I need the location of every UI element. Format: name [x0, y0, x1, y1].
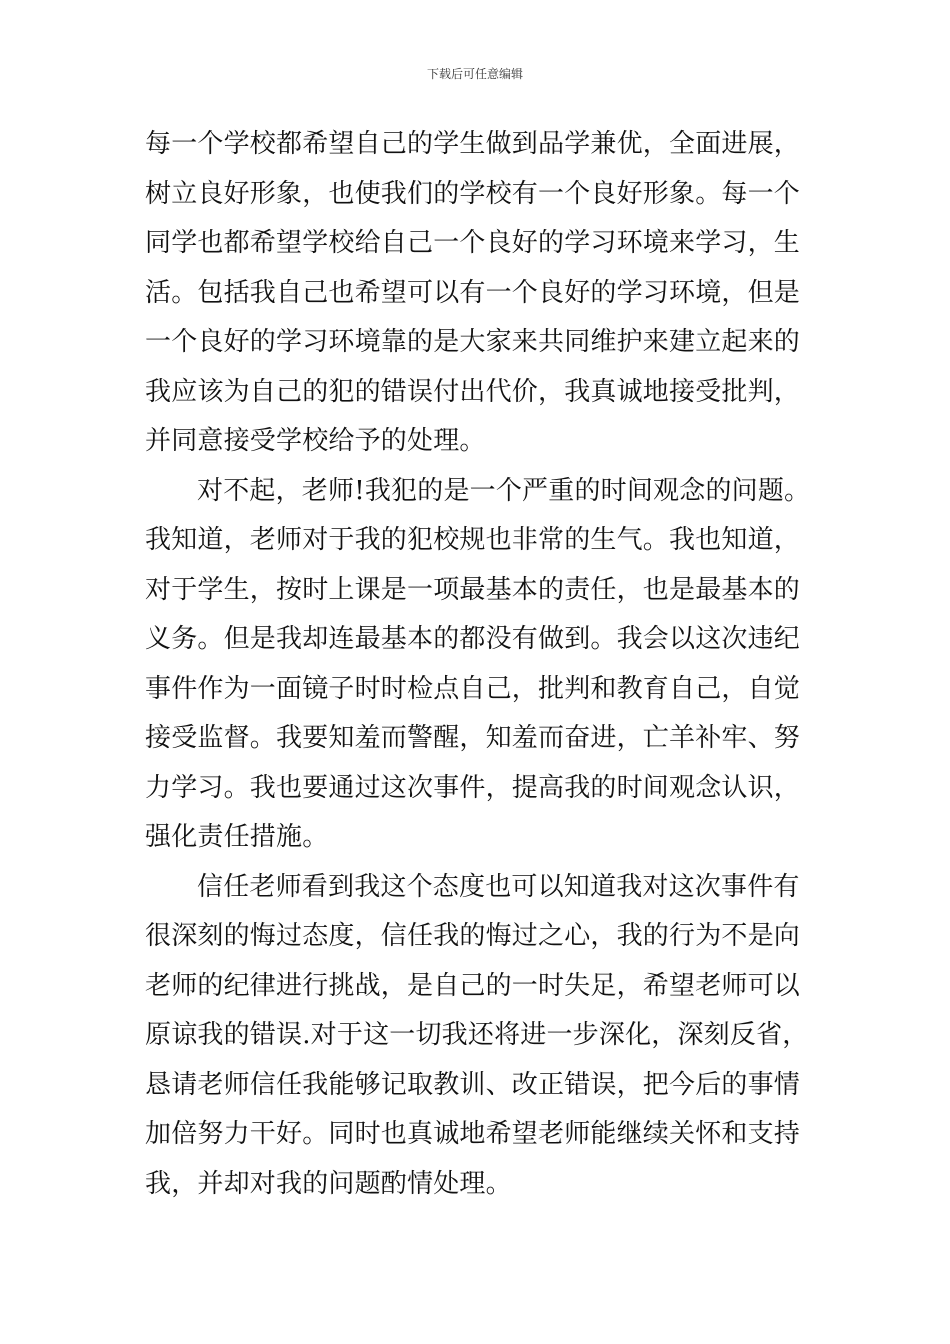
text-line: 一个良好的学习环境靠的是大家来共同维护来建立起来的 [145, 327, 801, 357]
paragraph-first-line: 对不起，老师!我犯的是一个严重的时间观念的问题。 [197, 475, 811, 506]
text-line: 老师的纪律进行挑战，是自己的一时失足，希望老师可以 [145, 970, 801, 1001]
text-line: 很深刻的悔过态度，信任我的悔过之心，我的行为不是向 [145, 921, 801, 951]
paragraph-first-line: 信任老师看到我这个态度也可以知道我对这次事件有 [197, 871, 800, 902]
text-line: 事件作为一面镜子时时检点自己，批判和教育自己，自觉 [145, 673, 801, 704]
page-header: 下载后可任意编辑 [426, 67, 523, 81]
text-line: 义务。但是我却连最基本的都没有做到。我会以这次违纪 [145, 624, 801, 654]
text-line: 同学也都希望学校给自己一个良好的学习环境来学习，生 [145, 228, 801, 258]
text-line: 每一个学校都希望自己的学生做到品学兼优，全面进展， [145, 129, 801, 159]
text-line: 活。包括我自己也希望可以有一个良好的学习环境，但是 [145, 277, 801, 308]
text-line: 原谅我的错误.对于这一切我还将进一步深化，深刻反省， [145, 1020, 809, 1050]
text-line: 力学习。我也要通过这次事件，提高我的时间观念认识， [145, 772, 801, 803]
text-line: 恳请老师信任我能够记取教训、改正错误，把今后的事情 [145, 1069, 801, 1100]
text-line: 强化责任措施。 [145, 822, 329, 852]
text-line: 加倍努力干好。同时也真诚地希望老师能继续关怀和支持 [145, 1119, 801, 1149]
text-line: 并同意接受学校给予的处理。 [145, 426, 486, 456]
text-line: 我知道，老师对于我的犯校规也非常的生气。我也知道， [145, 525, 801, 555]
text-line: 树立良好形象，也使我们的学校有一个良好形象。每一个 [145, 178, 801, 209]
text-line: 我应该为自己的犯的错误付出代价，我真诚地接受批判， [145, 376, 801, 407]
document-body [145, 126, 810, 1215]
text-line: 接受监督。我要知羞而警醒，知羞而奋进，亡羊补牢、努 [145, 723, 801, 753]
text-line: 对于学生，按时上课是一项最基本的责任，也是最基本的 [145, 574, 801, 605]
text-line: 我，并却对我的问题酌情处理。 [145, 1168, 512, 1199]
